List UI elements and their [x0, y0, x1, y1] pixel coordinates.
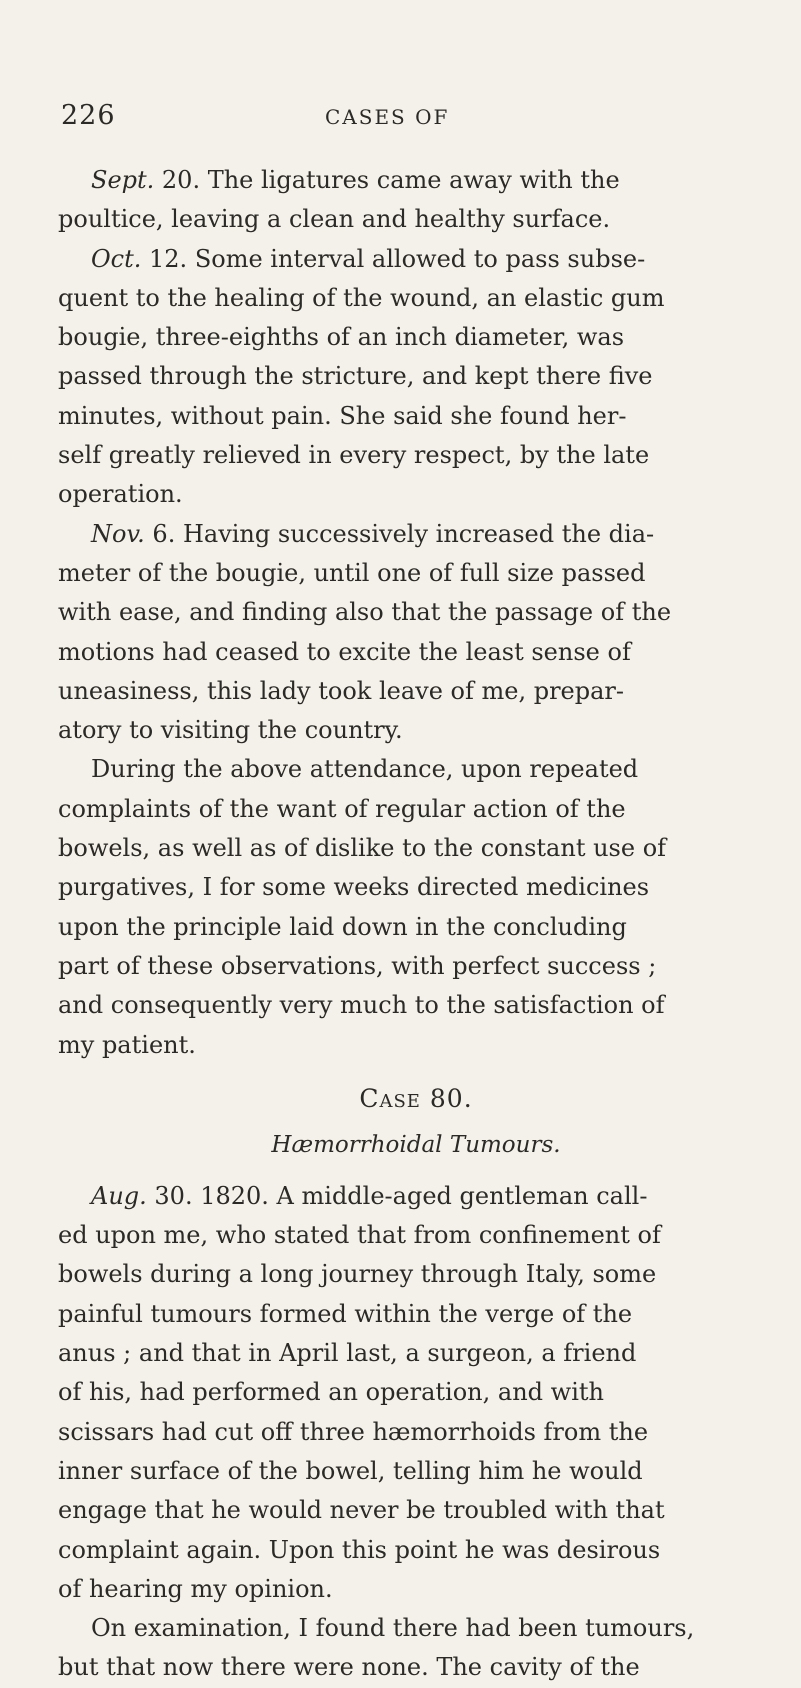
text-line: of hearing my opinion.: [58, 1574, 333, 1603]
text-line: quent to the healing of the wound, an elastic gum: [58, 283, 665, 312]
text-line: atory to visiting the country.: [58, 716, 403, 745]
text-line: inner surface of the bowel, telling him he would: [58, 1456, 643, 1485]
text-line: but that now there were none. The cavity of the: [58, 1653, 640, 1682]
line-text: Some interval allowed to pass subse-: [187, 244, 646, 273]
entry-day: 12.: [141, 244, 188, 273]
text-line: operation.: [58, 480, 183, 509]
line-text: The ligatures came away with the: [200, 166, 620, 194]
text-line: ed upon me, who stated that from confinement of: [58, 1221, 661, 1250]
text-line: upon the principle laid down in the concluding: [58, 912, 627, 941]
text-line: bowels, as well as of dislike to the constant use of: [58, 834, 667, 863]
entry-day: 30.: [146, 1181, 193, 1210]
text-line: part of these observations, with perfect success ;: [58, 951, 657, 980]
text-line: scissars had cut off three hæmorrhoids from the: [58, 1417, 649, 1446]
line-text: 1820. A middle-aged gentleman call-: [192, 1181, 648, 1210]
page-header: [0, 100, 801, 140]
text-line: my patient.: [58, 1030, 196, 1059]
text-line: complaints of the want of regular action of the: [58, 794, 626, 823]
text-line: of his, had performed an operation, and with: [58, 1378, 604, 1407]
text-line: and consequently very much to the satisfaction of: [58, 991, 665, 1020]
text-line: meter of the bougie, until one of full size passed: [58, 558, 646, 587]
text-line: purgatives, I for some weeks directed medicines: [58, 873, 650, 902]
text-line: anus ; and that in April last, a surgeon, a friend: [58, 1339, 637, 1368]
text-line: During the above attendance, upon repeated: [91, 755, 639, 784]
text-line: passed through the stricture, and kept there five: [58, 362, 653, 391]
text-line: bougie, three-eighths of an inch diameter, was: [58, 323, 625, 352]
text-line: motions had ceased to excite the least sense of: [58, 637, 631, 666]
text-line: with ease, and finding also that the passage of the: [58, 598, 672, 627]
case-subtitle: Hæmorrhoidal Tumours.: [271, 1131, 561, 1158]
text-line: engage that he would never be troubled with that: [58, 1496, 665, 1525]
text-line: minutes, without pain. She said she found her-: [58, 401, 627, 430]
entry-day: 6.: [144, 519, 176, 548]
text-line: uneasiness, this lady took leave of me, prepar-: [58, 676, 624, 705]
text-line: [58, 515, 774, 554]
entry-date: Aug.: [91, 1181, 147, 1210]
text-line: poultice, leaving a clean and healthy surface.: [58, 205, 611, 234]
text-line: [58, 161, 774, 200]
text-line: On examination, I found there had been tumours,: [91, 1614, 695, 1643]
page-number: 226: [61, 100, 116, 131]
case-title: Case 80.: [359, 1083, 473, 1113]
body-text: [58, 161, 774, 1688]
text-line: painful tumours formed within the verge of the: [58, 1299, 633, 1328]
entry-date: Sept.: [91, 166, 155, 194]
text-line: [58, 240, 774, 279]
entry-date: Nov.: [91, 519, 145, 548]
text-line: complaint again. Upon this point he was desirous: [58, 1535, 661, 1564]
entry-day: 20.: [154, 166, 201, 194]
text-line: self greatly relieved in every respect, by the late: [58, 441, 650, 470]
entry-date: Oct.: [91, 244, 142, 273]
text-line: bowels during a long journey through Italy, some: [58, 1260, 657, 1289]
running-head: CASES OF: [325, 105, 450, 129]
line-text: Having successively increased the dia-: [175, 519, 655, 548]
text-line: [58, 1177, 774, 1216]
